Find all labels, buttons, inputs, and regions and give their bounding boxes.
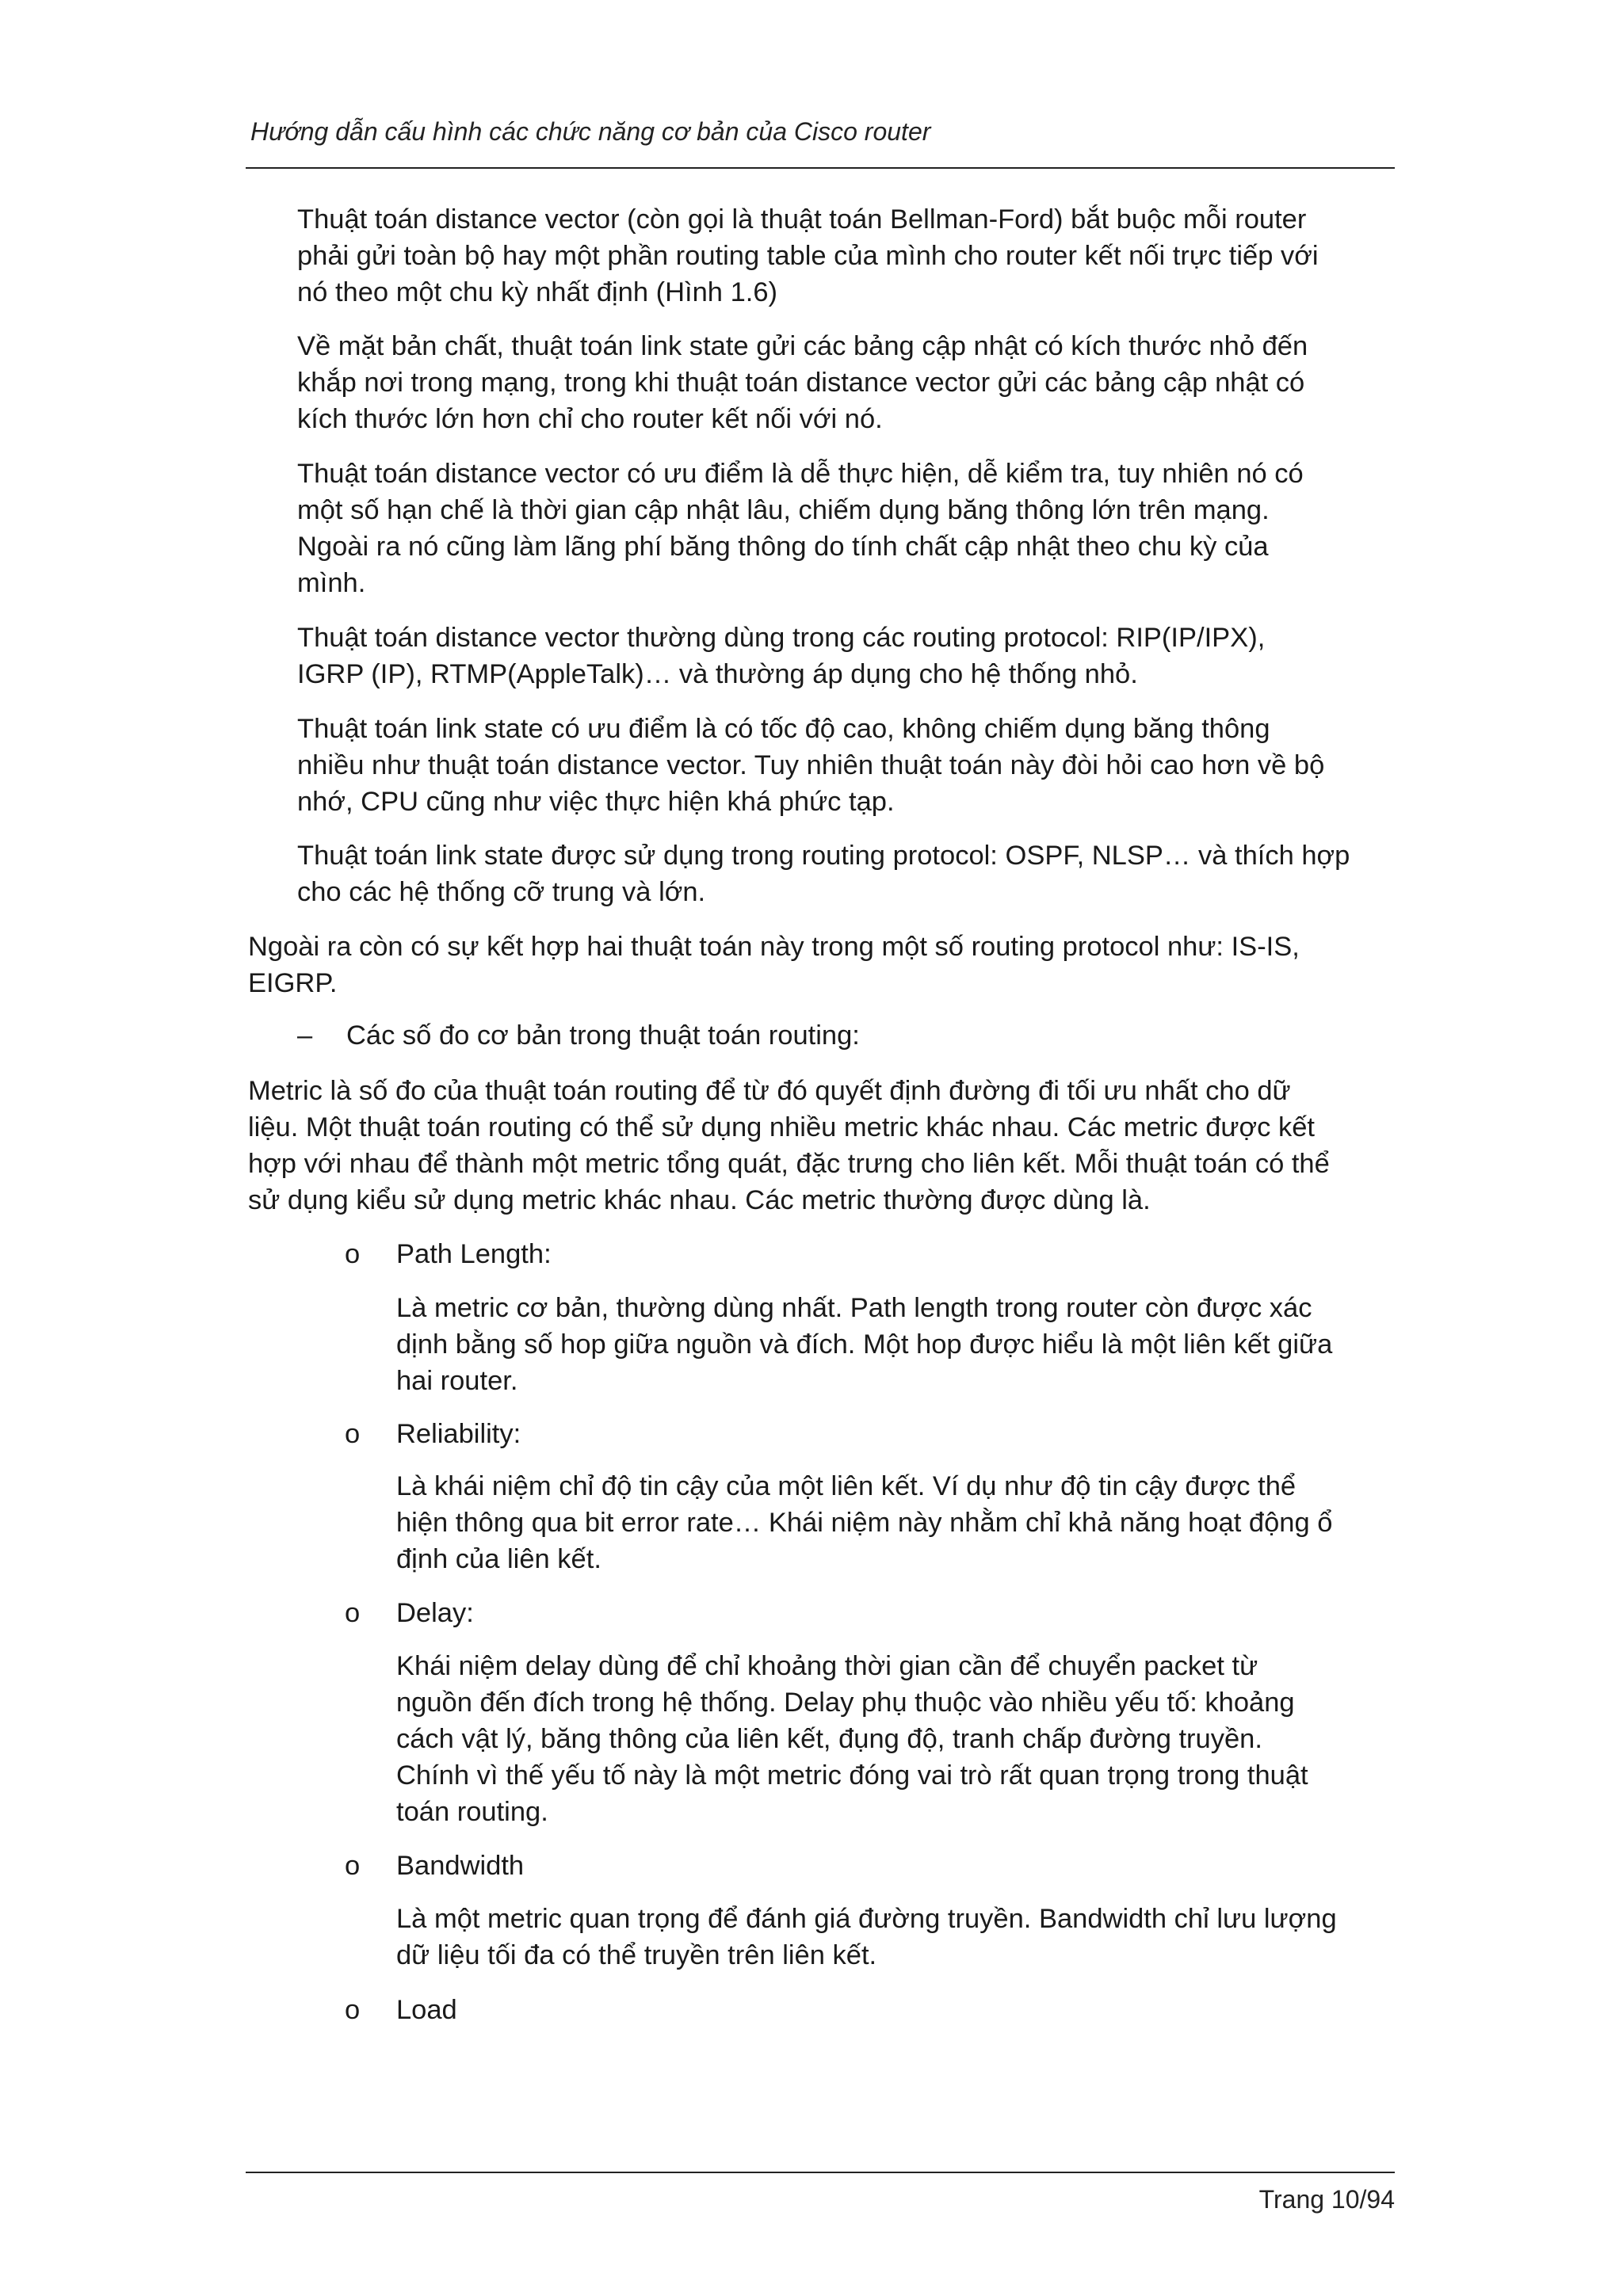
bullet-marker: o [345,1995,361,2025]
metric-name-reliability: Reliability: [396,1419,521,1449]
header-rule [246,167,1395,169]
header-title: Hướng dẫn cấu hình các chức năng cơ bản của Cisco router [250,117,931,146]
metric-desc-bandwidth: Là một metric quan trọng để đánh giá đường truyền. Bandwidth chỉ lưu lượng dữ liệu tối đa có thể truyền trên liên kết. [396,1904,1337,1970]
paragraph-link-state-protocols: Thuật toán link state được sử dụng trong routing protocol: OSPF, NLSP… và thích hợp cho các hệ thống cỡ trung và lớn. [297,841,1350,907]
metric-desc-reliability: Là khái niệm chỉ độ tin cậy của một liên kết. Ví dụ như độ tin cậy được thể hiện thông qua bit error rate… Khái niệm này nhằm chỉ khả năng hoạt động ổ định của liên kết. [396,1471,1333,1574]
bullet-marker: o [345,1419,361,1449]
bullet-marker: o [345,1598,361,1628]
metric-name-bandwidth: Bandwidth [396,1851,525,1881]
metric-desc-path-length: Là metric cơ bản, thường dùng nhất. Path length trong router còn được xác dịnh bằng số hop giữa nguồn và đích. Một hop được hiểu là một liên kết giữa hai router. [396,1293,1333,1396]
metric-desc-delay: Khái niệm delay dùng để chỉ khoảng thời gian cần để chuyển packet từ nguồn đến đích trong hệ thống. Delay phụ thuộc vào nhiều yếu tố: khoảng cách vật lý, băng thông của liên kết, đụng độ, tranh chấp đường truyền. Chính vì thế yếu tố này là một metric đóng vai trò rất quan trọng trong thuật toán routing. [396,1651,1308,1827]
paragraph-distance-vector-protocols: Thuật toán distance vector thường dùng trong các routing protocol: RIP(IP/IPX), IGRP (IP), RTMP(AppleTalk)… và thường áp dụng cho hệ thống nhỏ. [297,623,1266,689]
paragraph-distance-vector-intro: Thuật toán distance vector (còn gọi là thuật toán Bellman-Ford) bắt buộc mỗi router phải gửi toàn bộ hay một phần routing table của mình cho router kết nối trực tiếp với nó theo một chu kỳ nhất định (Hình 1.6) [297,204,1319,307]
page-number: Trang 10/94 [1258,2185,1395,2214]
paragraph-hybrid: Ngoài ra còn có sự kết hợp hai thuật toán này trong một số routing protocol như: IS-IS, EIGRP. [248,932,1300,998]
metric-name-path-length: Path Length: [396,1239,552,1269]
bullet-marker: o [345,1851,361,1881]
metric-name-delay: Delay: [396,1598,474,1628]
paragraph-nature-comparison: Về mặt bản chất, thuật toán link state gửi các bảng cập nhật có kích thước nhỏ đến khắp nơi trong mạng, trong khi thuật toán distance vector gửi các bảng cập nhật có kích thước lớn hơn chỉ cho router kết nối với nó. [297,331,1308,434]
footer-rule [246,2172,1395,2173]
paragraph-metric-definition: Metric là số đo của thuật toán routing để từ đó quyết định đường đi tối ưu nhất cho dữ liệu. Một thuật toán routing có thể sử dụng nhiều metric khác nhau. Các metric được kết hợp với nhau để thành một metric tổng quát, đặc trưng cho liên kết. Mỗi thuật toán có thể sử dụng kiểu sử dụng metric khác nhau. Các metric thường được dùng là. [248,1076,1330,1215]
dash-bullet: – [297,1020,313,1051]
paragraph-distance-vector-pros-cons: Thuật toán distance vector có ưu điểm là dễ thực hiện, dễ kiểm tra, tuy nhiên nó có một số hạn chế là thời gian cập nhật lâu, chiếm dụng băng thông lớn trên mạng. Ngoài ra nó cũng làm lãng phí băng thông do tính chất cập nhật theo chu kỳ của mình. [297,459,1304,598]
paragraph-link-state-pros-cons: Thuật toán link state có ưu điểm là có tốc độ cao, không chiếm dụng băng thông nhiều như thuật toán distance vector. Tuy nhiên thuật toán này đòi hỏi cao hơn về bộ nhớ, CPU cũng như việc thực hiện khá phức tạp. [297,714,1325,817]
metric-name-load: Load [396,1995,457,2025]
metrics-heading: Các số đo cơ bản trong thuật toán routing: [346,1020,860,1051]
bullet-marker: o [345,1239,361,1269]
